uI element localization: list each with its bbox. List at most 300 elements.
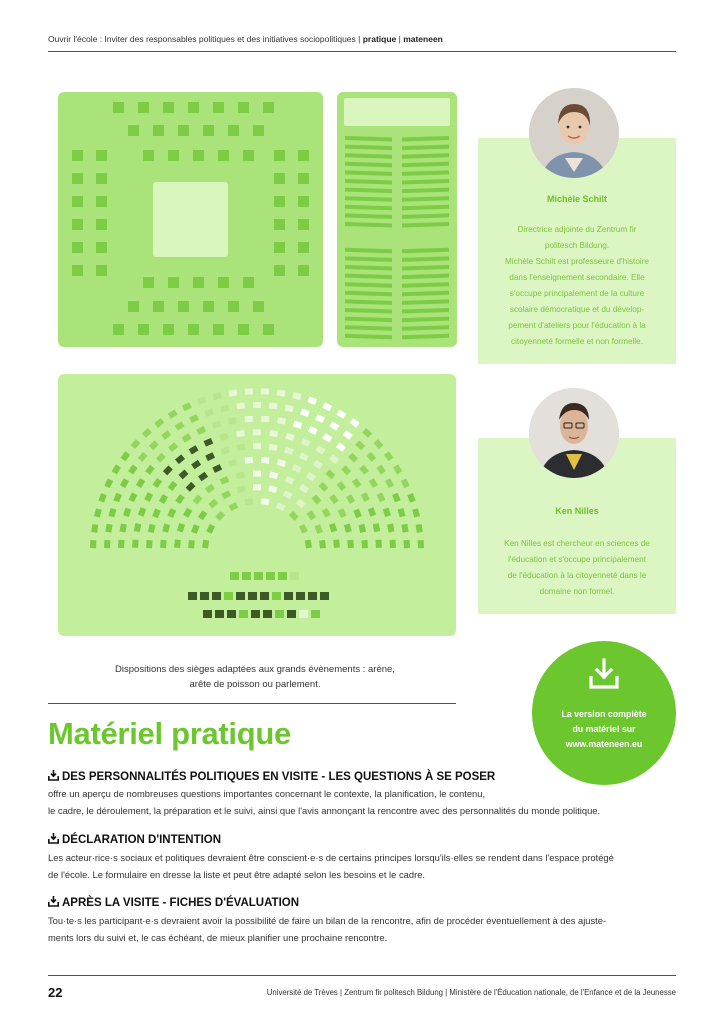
parliament-seat [350, 418, 360, 428]
arena-seat [274, 173, 285, 184]
parliament-seat [416, 524, 423, 533]
parliament-seat [306, 472, 316, 482]
parliament-seat [404, 540, 410, 548]
parliament-seat [412, 508, 420, 517]
arena-seat [203, 301, 214, 312]
parliament-bench-seat [299, 610, 308, 618]
parliament-seat [277, 417, 286, 424]
parliament-seat [244, 498, 253, 505]
arena-seat [263, 324, 274, 335]
profile-name: Michèle Schilt [546, 194, 608, 204]
profile-bio: Ken Nilles est chercheur en sciences de l'éducation et s'occupe principalement de l'éducation à la citoyenneté dans le domaine non formel. [504, 539, 650, 596]
parliament-seat [221, 490, 231, 499]
parliament-bench-seat [215, 610, 224, 618]
parliament-seat [319, 482, 329, 492]
parliament-seat [104, 478, 113, 488]
fishbone-seat-row [345, 170, 392, 176]
material-heading-2[interactable]: DÉCLARATION D'INTENTION [48, 833, 221, 846]
parliament-seat [168, 442, 178, 452]
parliament-seat [390, 540, 396, 548]
parliament-bench-seat [188, 592, 197, 600]
parliament-bench-seat [311, 610, 320, 618]
parliament-seat [374, 439, 384, 449]
parliament-seat [90, 540, 96, 548]
parliament-seat [385, 478, 394, 488]
arena-seat [138, 102, 149, 113]
parliament-seat [314, 524, 322, 534]
arena-seat [96, 265, 107, 276]
parliament-seat [375, 540, 382, 548]
parliament-seat [188, 540, 195, 549]
parliament-seat [113, 493, 122, 503]
arena-seat [274, 242, 285, 253]
parliament-bench-seat [239, 610, 248, 618]
parliament-seat [237, 485, 246, 493]
parliament-seat [129, 492, 138, 502]
arena-seat [188, 324, 199, 335]
arena-seat [72, 173, 83, 184]
parliament-seat [167, 508, 176, 518]
layouts-caption: Dispositions des sièges adaptées aux grands évènements : arène, arête de poisson ou parlement. [115, 664, 395, 690]
parliament-seat [300, 409, 309, 417]
header-divider [48, 51, 676, 52]
fishbone-seat-row [345, 196, 392, 202]
parliament-seat [175, 421, 185, 430]
parliament-seat [373, 523, 381, 532]
parliament-seat [206, 524, 215, 534]
parliament-seat [229, 389, 238, 396]
arena-seat [298, 242, 309, 253]
arena-seat [243, 150, 254, 161]
parliament-seat [160, 540, 167, 548]
download-tray-icon [587, 657, 621, 691]
fishbone-seat-row [402, 265, 449, 271]
parliament-bench-seat [266, 572, 275, 580]
parliament-seat [329, 421, 339, 430]
parliament-seat [253, 471, 261, 477]
parliament-seat [205, 452, 215, 461]
parliament-seat [213, 392, 222, 400]
parliament-seat [212, 421, 221, 429]
parliament-seat [289, 511, 299, 521]
parliament-seat [352, 478, 362, 488]
section-title: Matériel pratique [48, 716, 291, 751]
fishbone-seat-row [402, 136, 449, 142]
parliament-seat [398, 508, 406, 517]
arena-seat [72, 150, 83, 161]
parliament-seat [292, 464, 302, 473]
arena-seat [153, 125, 164, 136]
page-number: 22 [48, 985, 63, 1000]
parliament-seat [175, 454, 185, 464]
fishbone-seat-row [402, 179, 449, 185]
parliament-seat [292, 392, 301, 400]
arena-seat [274, 196, 285, 207]
material-heading-1[interactable]: DES PERSONNALITÉS POLITIQUES EN VISITE - LES QUESTIONS À SE POSER [48, 770, 495, 783]
download-icon [48, 770, 59, 781]
download-text: La version complète du matériel sur www.mateneen.eu [544, 707, 664, 752]
arena-seat [238, 324, 249, 335]
parliament-seat [393, 464, 402, 474]
parliament-seat [283, 490, 293, 499]
parliament-seat [237, 444, 246, 451]
parliament-seat [144, 492, 153, 502]
parliament-bench-seat [254, 572, 263, 580]
parliament-seat [355, 440, 365, 450]
parliament-seat [284, 447, 293, 455]
parliament-seat [276, 502, 286, 511]
parliament-seat [146, 540, 153, 548]
parliament-seat [312, 495, 322, 505]
fishbone-seat-row [402, 282, 449, 288]
fishbone-seat-row [402, 162, 449, 168]
parliament-seat [368, 507, 376, 517]
parliament-seat [269, 444, 278, 451]
arena-seat [128, 125, 139, 136]
parliament-seat [134, 523, 142, 532]
fishbone-seat-row [402, 299, 449, 305]
parliament-seat [353, 509, 362, 519]
parliament-seat [338, 508, 347, 518]
download-link[interactable]: www.mateneen.eu [565, 739, 643, 749]
parliament-seat [261, 388, 269, 394]
parliament-seat [359, 465, 369, 475]
parliament-seat [344, 524, 352, 533]
parliament-seat [376, 465, 385, 475]
parliament-seat [189, 414, 199, 423]
parliament-seat [220, 447, 229, 455]
parliament-seat [315, 414, 325, 423]
parliament-seat [285, 476, 295, 485]
material-description-3: Tou·te·s les participant·e·s devraient avoir la possibilité de faire un bilan de la rencontre, afin de procéder éventuellement à des ajuste- ments lors du suivi et, le cas échéant, de mieux planifier une prochaine rencontre. [48, 915, 607, 943]
parliament-seat [377, 492, 386, 502]
parliament-seat [94, 508, 102, 517]
parliament-seat [204, 438, 214, 447]
download-badge[interactable] [532, 641, 676, 785]
parliament-seat [261, 498, 270, 505]
parliament-seat [269, 472, 278, 480]
arena-seat [274, 219, 285, 230]
parliament-seat [362, 428, 372, 438]
parliament-seat [325, 469, 335, 479]
fishbone-seat-row [402, 153, 449, 159]
parliament-bench-seat [203, 610, 212, 618]
fishbone-seat-row [402, 196, 449, 202]
material-heading-3[interactable]: APRÈS LA VISITE - FICHES D'ÉVALUATION [48, 896, 299, 909]
parliament-seat [296, 499, 306, 509]
arena-seat [128, 301, 139, 312]
arena-seat [178, 125, 189, 136]
fishbone-seat-rows [337, 92, 457, 347]
running-header: Ouvrir l'école : Inviter des responsables politiques et des initiatives sociopolitiques | pratique | mateneen [48, 34, 443, 44]
parliament-seat [182, 433, 192, 442]
parliament-seat [118, 540, 124, 548]
arena-seat [168, 277, 179, 288]
arena-seat [298, 150, 309, 161]
arena-seat [228, 301, 239, 312]
parliament-seat [198, 472, 208, 482]
parliament-seat [179, 469, 189, 479]
arena-seat [96, 150, 107, 161]
parliament-seat [361, 492, 370, 502]
parliament-seat [322, 508, 331, 518]
parliament-seat [261, 416, 269, 422]
arena-seat [113, 324, 124, 335]
arena-seat [72, 265, 83, 276]
parliament-seat [245, 457, 253, 464]
header-breadcrumb: Ouvrir l'école : Inviter des responsables politiques et des initiatives sociopolitiques [48, 34, 356, 44]
parliament-bench-seat [287, 610, 296, 618]
parliament-seat [228, 502, 238, 511]
arena-seat [96, 173, 107, 184]
avatar-ken [529, 388, 619, 478]
parliament-seat [329, 494, 339, 504]
arena-seat [188, 102, 199, 113]
parliament-bench-seat [230, 572, 239, 580]
arena-seat [153, 301, 164, 312]
parliament-seat [193, 495, 203, 505]
parliament-bench-seat [242, 572, 251, 580]
header-tag-mateneen: mateneen [403, 34, 443, 44]
parliament-seat [322, 402, 332, 411]
parliament-seat [369, 478, 378, 488]
parliament-seat [329, 454, 339, 464]
parliament-seat [383, 508, 391, 517]
arena-seat [96, 242, 107, 253]
parliament-seat [177, 523, 185, 532]
fishbone-seat-row [345, 274, 392, 280]
parliament-seat [191, 524, 199, 534]
fishbone-seat-row [402, 188, 449, 194]
fishbone-seat-row [402, 274, 449, 280]
arena-seat [213, 102, 224, 113]
arena-seat [253, 301, 264, 312]
arena-seat [274, 150, 285, 161]
arena-seat [113, 102, 124, 113]
parliament-seat [202, 540, 209, 549]
parliament-seat [277, 389, 286, 396]
parliament-seat [346, 494, 355, 504]
fishbone-seat-row [345, 291, 392, 297]
parliament-seat [343, 430, 353, 440]
parliament-seat [174, 540, 181, 549]
parliament-seat [212, 464, 222, 473]
arena-seat [274, 265, 285, 276]
parliament-bench-seat [260, 592, 269, 600]
arena-seat [72, 196, 83, 207]
parliament-seat [112, 464, 121, 474]
parliament-bench-seat [275, 610, 284, 618]
fishbone-seat-row [345, 145, 392, 151]
arena-seat [138, 324, 149, 335]
parliament-seat [197, 397, 207, 405]
fishbone-seat-row [345, 325, 392, 331]
parliament-seat [196, 426, 206, 435]
parliament-bench-seat [320, 592, 329, 600]
parliament-seat [358, 524, 366, 533]
fishbone-seat-row [402, 291, 449, 297]
fishbone-seat-row [345, 179, 392, 185]
fishbone-seat-row [402, 145, 449, 151]
parliament-seat [392, 493, 401, 503]
arena-seat [243, 277, 254, 288]
parliament-seat [407, 493, 415, 503]
fishbone-seat-row [345, 299, 392, 305]
parliament-seat [183, 508, 192, 518]
parliament-seat [131, 439, 141, 449]
parliament-seat [253, 484, 261, 490]
parliament-seat [269, 430, 278, 437]
parliament-seat [219, 433, 228, 441]
parliament-seat [322, 433, 332, 442]
footer-divider [48, 975, 676, 976]
arena-seat [72, 219, 83, 230]
parliament-seat [236, 472, 245, 480]
parliament-seat [337, 481, 347, 491]
fishbone-seat-row [345, 162, 392, 168]
arena-seat [298, 219, 309, 230]
fishbone-seat-row [345, 222, 392, 228]
fishbone-seat-row [345, 265, 392, 271]
fishbone-seat-row [345, 256, 392, 262]
fishbone-seat-row [345, 153, 392, 159]
fishbone-seat-row [402, 317, 449, 323]
parliament-seat [401, 524, 408, 533]
parliament-seat [104, 540, 110, 548]
arena-seat [96, 196, 107, 207]
arena-center [153, 182, 228, 257]
parliament-seat [269, 402, 278, 409]
parliament-seat [123, 508, 131, 517]
parliament-seat [341, 465, 351, 475]
parliament-seat [182, 402, 192, 411]
parliament-seat [261, 457, 269, 464]
parliament-seat [163, 465, 173, 475]
arena-seat [178, 301, 189, 312]
parliament-seat [245, 388, 253, 394]
parliament-seat [220, 476, 230, 485]
download-icon [48, 833, 59, 844]
parliament-seat [120, 451, 130, 461]
fishbone-seat-row [345, 205, 392, 211]
parliament-bench-seat [248, 592, 257, 600]
arena-seat [218, 150, 229, 161]
avatar-michele [529, 88, 619, 178]
parliament-seat [347, 540, 354, 548]
parliament-seat [168, 410, 178, 419]
arena-seat [218, 277, 229, 288]
arena-seat [96, 219, 107, 230]
parliament-seat [418, 540, 424, 548]
fishbone-seat-row [345, 282, 392, 288]
parliament-seat [156, 453, 166, 463]
arena-seat [203, 125, 214, 136]
parliament-seat [228, 417, 237, 424]
parliament-seat [315, 445, 325, 454]
parliament-seat [293, 421, 302, 429]
arena-seat [213, 324, 224, 335]
arena-seat [253, 125, 264, 136]
fishbone-seat-row [345, 188, 392, 194]
fishbone-seat-row [345, 308, 392, 314]
parliament-bench-seat [200, 592, 209, 600]
parliament-seat [387, 524, 394, 533]
footer-credits: Université de Trèves | Zentrum fir politesch Bildung | Ministère de l'Éducation nationale, de l'Enfance et de la Jeunesse [266, 988, 676, 997]
parliament-seat [154, 418, 164, 428]
arena-seat [298, 173, 309, 184]
arena-seat [193, 277, 204, 288]
parliament-seat [285, 405, 294, 413]
material-description-1: offre un aperçu de nombreuses questions importantes concernant le contexte, la planification, le contenu, le cadre, le déroulement, la préparation et le suivi, ainsi que l'avis annonçant la rencontre avec des personnalités du monde politique. [48, 788, 601, 816]
parliament-seat [305, 540, 312, 549]
parliament-seat [253, 443, 261, 449]
parliament-seat [132, 540, 139, 548]
parliament-seat [348, 453, 358, 463]
download-icon [48, 896, 59, 907]
parliament-seat [336, 410, 346, 419]
parliament-seat [236, 402, 245, 409]
parliament-seat [333, 540, 340, 549]
parliament-seat [148, 524, 156, 533]
fishbone-seat-row [402, 334, 449, 340]
fishbone-seat-row [345, 317, 392, 323]
parliament-bench-seat [290, 572, 299, 580]
parliament-seat [299, 484, 309, 494]
header-tag-pratique: pratique [362, 34, 397, 44]
arena-seat [163, 102, 174, 113]
arena-seat [193, 150, 204, 161]
parliament-seat [268, 485, 277, 493]
parliament-seat [168, 481, 178, 491]
profile-name: Ken Nilles [555, 506, 599, 516]
parliament-seat [120, 478, 129, 488]
parliament-seat [307, 397, 317, 405]
fishbone-seat-row [402, 325, 449, 331]
parliament-seat [277, 459, 286, 467]
parliament-seat [336, 442, 346, 452]
parliament-seat [366, 452, 376, 462]
parliament-seat [307, 510, 316, 520]
fishbone-seat-row [402, 213, 449, 219]
arena-seat [228, 125, 239, 136]
material-description-2: Les acteur·rice·s sociaux et politiques devraient être conscient·e·s de certains principes lorsqu'ils·elles se rendent dans l'espace protégé de l'école. Le formulaire en dresse la liste et peut être adapté selon les besoins et le cadre. [48, 852, 614, 880]
parliament-seat [301, 438, 311, 447]
parliament-seat [138, 452, 148, 462]
fishbone-seat-row [402, 222, 449, 228]
fishbone-seat-row [345, 213, 392, 219]
arena-seat [263, 102, 274, 113]
parliament-bench-seat [224, 592, 233, 600]
parliament-seat [253, 429, 261, 435]
parliament-bench-seat [251, 610, 260, 618]
parliament-bench-seat [296, 592, 305, 600]
parliament-seat [91, 524, 98, 533]
parliament-seat [299, 452, 309, 461]
parliament-bench-seat [212, 592, 221, 600]
fishbone-seat-row [402, 248, 449, 254]
parliament-seat [153, 478, 163, 488]
parliament-seat [142, 428, 152, 438]
caption-divider [48, 703, 456, 704]
parliament-seat [191, 460, 201, 469]
parliament-seat [285, 433, 294, 441]
fishbone-seat-row [345, 334, 392, 340]
parliament-seat [136, 478, 145, 488]
arena-seat [298, 196, 309, 207]
parliament-seat [401, 478, 410, 488]
parliament-seat [98, 493, 106, 503]
parliament-seat [105, 524, 112, 533]
